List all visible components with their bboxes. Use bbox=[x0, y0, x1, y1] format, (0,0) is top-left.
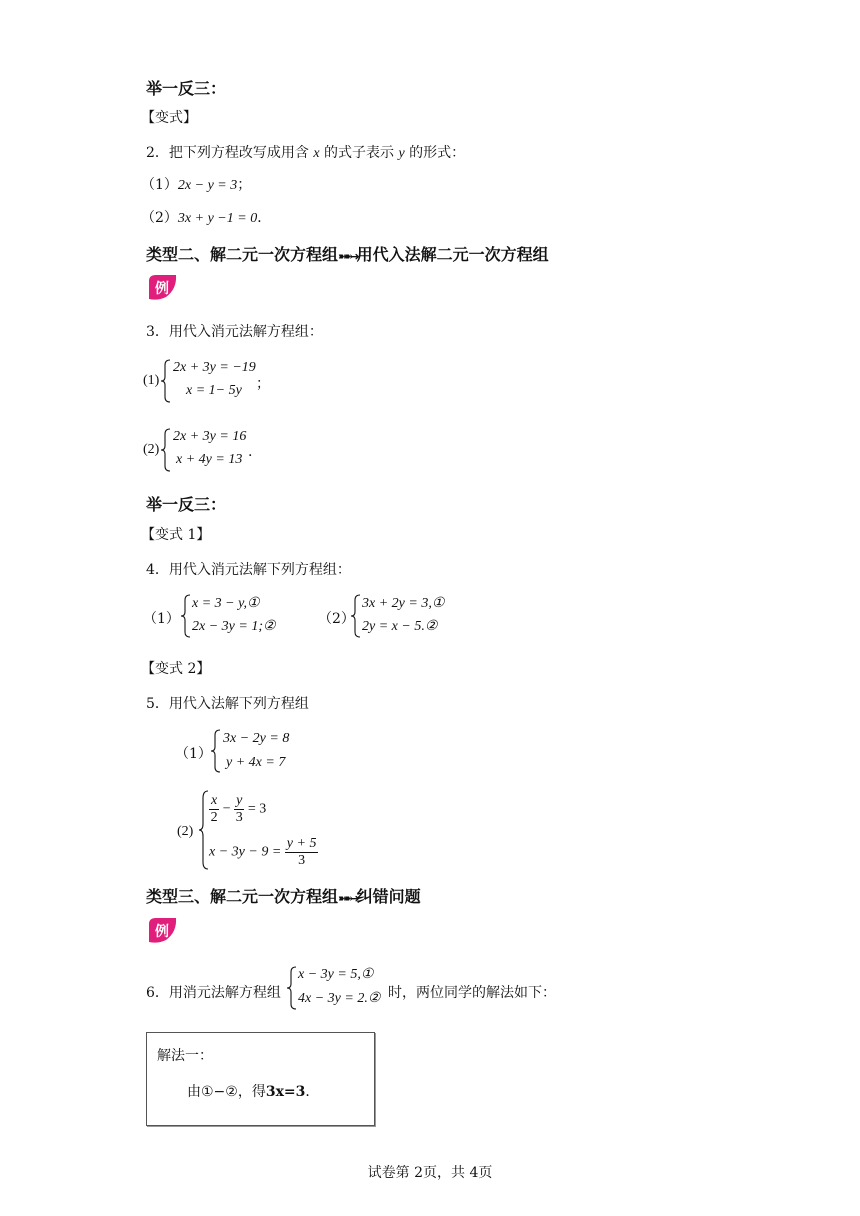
solution-title: 解法一： bbox=[157, 1048, 213, 1064]
question-3-part-1-eq-a: 2x + 3y = −19 bbox=[173, 360, 256, 375]
question-3-part-1-label: (1) bbox=[143, 373, 160, 388]
question-5-part-2-eq-a: $\frac{x}{2}$ − $\frac{y}{3}$ = 3 bbox=[210, 793, 267, 825]
question-4-part-2-label: （2） bbox=[318, 611, 355, 627]
question-4-part-2-eq-b: 2y = x − 5.② bbox=[362, 619, 438, 634]
brace-icon bbox=[210, 729, 222, 773]
variant-2-label: 【变式 2】 bbox=[141, 661, 211, 677]
section-heading-type-3: 类型三、解二元一次方程组➽➽➜纠错问题 bbox=[146, 887, 421, 906]
variant-label: 【变式】 bbox=[141, 110, 197, 126]
question-6-eq-b: 4x − 3y = 2.② bbox=[298, 991, 381, 1006]
brace-icon bbox=[160, 428, 172, 472]
brace-icon bbox=[180, 594, 192, 638]
example-badge-icon bbox=[146, 272, 180, 302]
example-badge-icon bbox=[146, 915, 180, 945]
question-3-part-2-eq-b: x + 4y = 13 bbox=[176, 452, 243, 467]
brace-icon bbox=[160, 359, 172, 403]
question-5-stem: 5．用代入法解下列方程组 bbox=[146, 696, 309, 712]
question-2-part-2: （2）3x + y −1 = 0． bbox=[141, 210, 272, 226]
question-6-eq-a: x − 3y = 5,① bbox=[298, 967, 374, 982]
question-5-part-1-eq-b: y + 4x = 7 bbox=[226, 755, 286, 770]
question-3-part-1-end: ； bbox=[256, 376, 270, 392]
question-4-part-2-eq-a: 3x + 2y = 3,① bbox=[362, 596, 445, 611]
double-arrow-icon: ➽➽➜ bbox=[338, 250, 357, 263]
question-5-part-1-eq-a: 3x − 2y = 8 bbox=[223, 731, 290, 746]
section-heading-practice: 举一反三： bbox=[146, 79, 227, 98]
question-4-part-1-eq-b: 2x − 3y = 1;② bbox=[192, 619, 276, 634]
svg-text:例: 例 bbox=[155, 924, 169, 940]
brace-icon bbox=[286, 966, 298, 1010]
question-3-part-2-label: (2) bbox=[143, 442, 160, 457]
question-3-part-2-end: . bbox=[248, 444, 253, 460]
question-2-stem: 2．把下列方程改写成用含 x 的式子表示 y 的形式： bbox=[146, 145, 466, 161]
question-3-part-2-eq-a: 2x + 3y = 16 bbox=[173, 429, 247, 444]
page-footer: 试卷第 2页，共 4页 bbox=[367, 1165, 493, 1181]
question-5-part-2-eq-b: x − 3y − 9 = $\frac{y + 5}{3}$ bbox=[209, 836, 317, 868]
question-2-part-1: （1）2x − y = 3； bbox=[141, 177, 252, 193]
solution-box bbox=[146, 1032, 375, 1126]
question-5-part-1-label: （1） bbox=[175, 746, 212, 762]
question-5-part-2-label: (2) bbox=[177, 824, 194, 839]
question-6-stem-a: 6．用消元法解方程组 bbox=[146, 985, 281, 1001]
question-4-part-1-label: （1） bbox=[143, 611, 180, 627]
question-4-part-1-eq-a: x = 3 − y,① bbox=[192, 596, 260, 611]
section-heading-type-2: 类型二、解二元一次方程组➽➽➜用代入法解二元一次方程组 bbox=[146, 245, 549, 264]
double-arrow-icon: ➽➽➜ bbox=[338, 892, 357, 905]
brace-icon bbox=[350, 594, 362, 638]
question-3-part-1-eq-b: x = 1− 5y bbox=[186, 383, 242, 398]
question-3-stem: 3．用代入消元法解方程组： bbox=[146, 324, 323, 340]
svg-text:例: 例 bbox=[155, 281, 169, 297]
section-heading-practice-2: 举一反三： bbox=[146, 495, 227, 514]
question-6-stem-b: 时，两位同学的解法如下： bbox=[388, 985, 556, 1001]
variant-1-label: 【变式 1】 bbox=[141, 527, 211, 543]
solution-line: 由①−②，得3x=3． bbox=[187, 1084, 320, 1100]
question-4-stem: 4．用代入消元法解下列方程组： bbox=[146, 562, 351, 578]
